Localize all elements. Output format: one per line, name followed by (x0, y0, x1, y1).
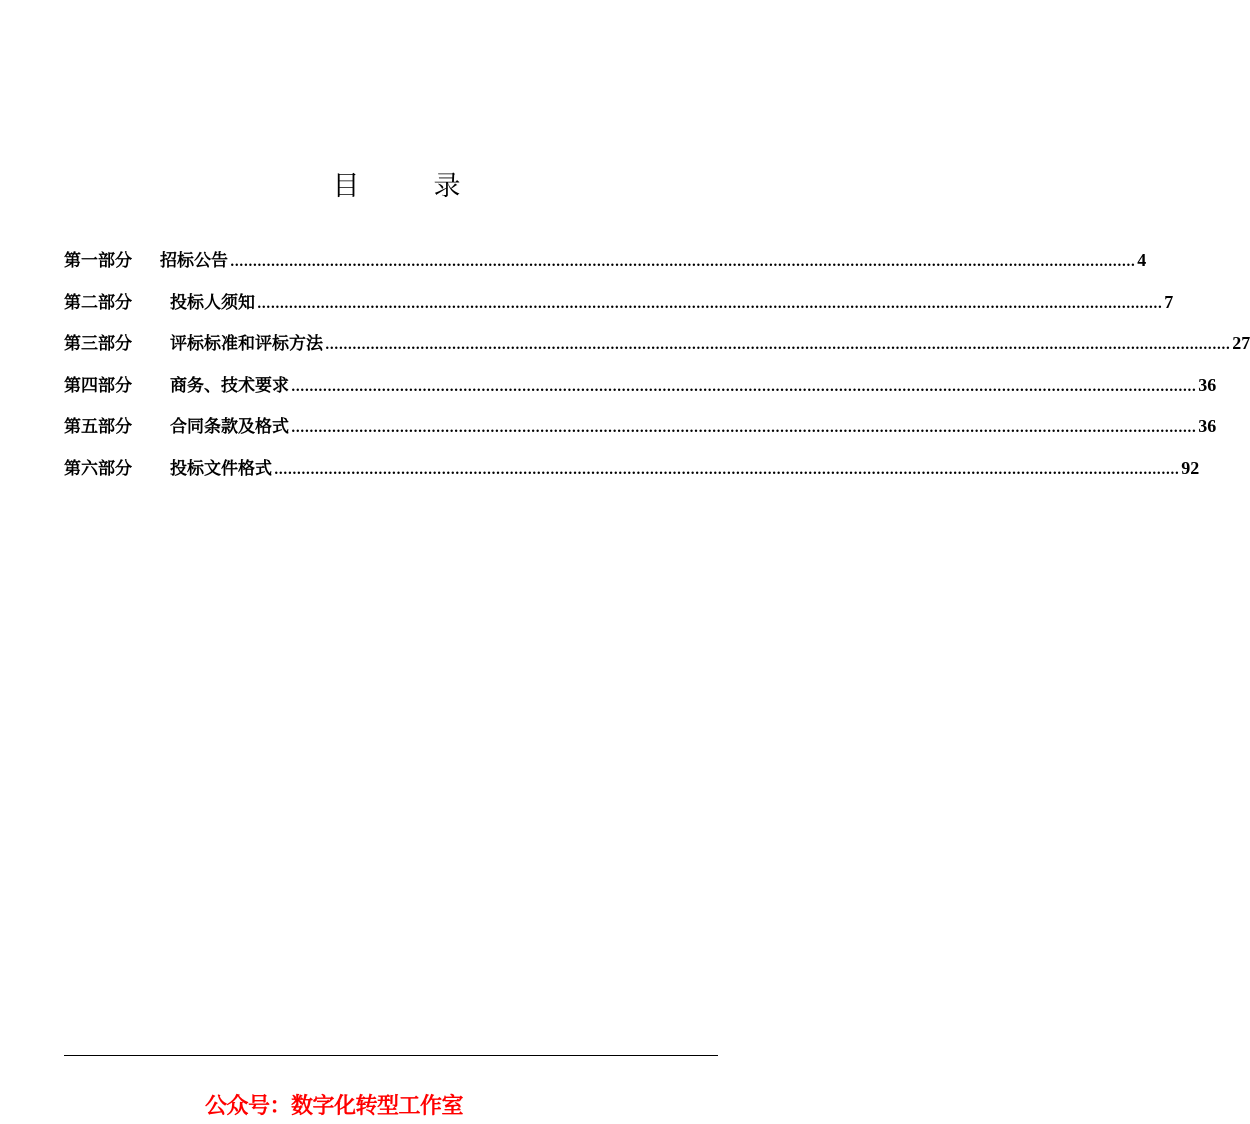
toc-page-number: 4 (1137, 250, 1147, 270)
toc-page-number: 92 (1181, 457, 1200, 478)
toc-heading: 合同条款及格式 (170, 417, 289, 437)
toc-entry[interactable] (64, 406, 1217, 448)
toc-part-label: 第四部分 (64, 375, 132, 396)
toc-dot-leader: ........................................................................................................................................................................................................ (291, 379, 1197, 395)
toc-title-char-1: 目 (332, 171, 360, 202)
toc-part-label: 第五部分 (64, 417, 132, 437)
toc-page-number: 27 (1232, 333, 1250, 353)
toc-entry[interactable] (64, 365, 1217, 407)
toc-entry[interactable] (64, 323, 1250, 365)
toc-heading: 投标文件格式 (170, 458, 272, 479)
toc-page-number: 36 (1198, 416, 1217, 436)
toc-entry[interactable] (64, 448, 1200, 490)
toc-title (0, 170, 793, 204)
toc-title-char-2: 录 (433, 171, 461, 202)
toc-list (64, 240, 1250, 489)
footer-wechat-account: 公众号：数字化转型工作室 (205, 1094, 464, 1119)
toc-dot-leader: ........................................................................................................................................................................................................ (230, 255, 1136, 270)
toc-dot-leader: ........................................................................................................................................................................................................ (291, 421, 1197, 436)
toc-page-number: 36 (1198, 374, 1217, 395)
footer-divider (64, 1055, 718, 1056)
toc-part-label: 第二部分 (64, 292, 132, 313)
toc-heading: 评标标准和评标方法 (170, 334, 323, 354)
toc-dot-leader: ........................................................................................................................................................................................................ (325, 338, 1231, 353)
toc-entry[interactable] (64, 240, 1147, 282)
toc-dot-leader: ........................................................................................................................................................................................................ (274, 462, 1180, 478)
toc-part-label: 第一部分 (64, 251, 132, 271)
toc-heading: 商务、技术要求 (170, 375, 289, 396)
toc-dot-leader: ........................................................................................................................................................................................................ (257, 296, 1163, 312)
toc-part-label: 第六部分 (64, 458, 132, 479)
toc-entry[interactable] (64, 282, 1174, 324)
toc-part-label: 第三部分 (64, 334, 132, 354)
toc-heading: 投标人须知 (170, 292, 255, 313)
toc-heading: 招标公告 (160, 251, 228, 271)
toc-page-number: 7 (1164, 291, 1174, 312)
